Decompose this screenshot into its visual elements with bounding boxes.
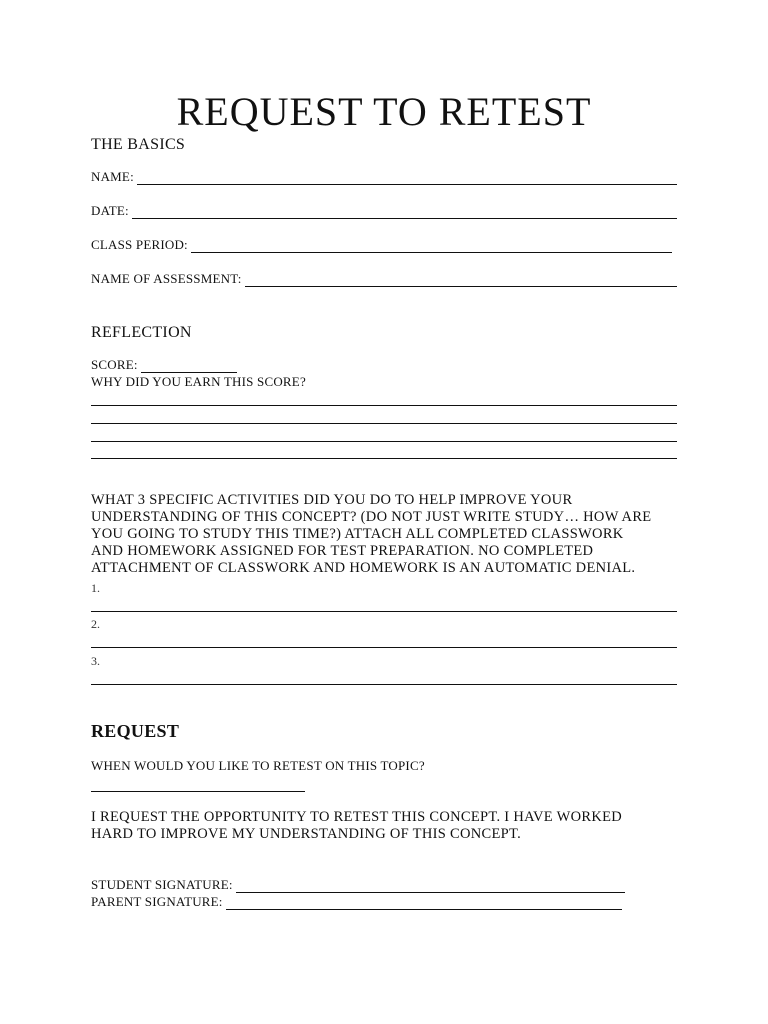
parent-signature-line[interactable] bbox=[226, 896, 622, 910]
why-answer-line-4[interactable] bbox=[91, 458, 677, 459]
activities-prompt-line: YOU GOING TO STUDY THIS TIME?) ATTACH ALL COMPLETED CLASSWORK bbox=[91, 526, 624, 542]
date-field[interactable] bbox=[91, 203, 677, 219]
activities-prompt-line: UNDERSTANDING OF THIS CONCEPT? (DO NOT JUST WRITE STUDY… HOW ARE bbox=[91, 509, 652, 525]
retest-date-answer-line[interactable] bbox=[91, 791, 305, 792]
activity-number-2: 2. bbox=[91, 617, 100, 631]
activity-answer-line-3[interactable] bbox=[91, 684, 677, 685]
why-answer-line-3[interactable] bbox=[91, 441, 677, 442]
student-signature-label: STUDENT SIGNATURE: bbox=[91, 877, 233, 892]
activities-prompt-line: WHAT 3 SPECIFIC ACTIVITIES DID YOU DO TO HELP IMPROVE YOUR bbox=[91, 492, 573, 508]
why-score-question: WHY DID YOU EARN THIS SCORE? bbox=[91, 374, 306, 389]
assessment-name-label: NAME OF ASSESSMENT: bbox=[91, 271, 242, 286]
name-input-line[interactable] bbox=[137, 171, 677, 185]
score-input-line[interactable] bbox=[141, 359, 237, 373]
parent-signature-label: PARENT SIGNATURE: bbox=[91, 894, 223, 909]
class-period-field[interactable] bbox=[91, 237, 672, 253]
retest-date-question: WHEN WOULD YOU LIKE TO RETEST ON THIS TOPIC? bbox=[91, 758, 425, 773]
score-field[interactable] bbox=[91, 357, 237, 373]
name-field[interactable] bbox=[91, 169, 677, 185]
activities-prompt bbox=[91, 492, 691, 577]
activity-number-1: 1. bbox=[91, 581, 100, 595]
why-answer-line-2[interactable] bbox=[91, 423, 677, 424]
activity-answer-line-1[interactable] bbox=[91, 611, 677, 612]
activity-answer-line-2[interactable] bbox=[91, 647, 677, 648]
request-heading: REQUEST bbox=[91, 721, 180, 741]
activities-prompt-line: AND HOMEWORK ASSIGNED FOR TEST PREPARATION. NO COMPLETED bbox=[91, 543, 594, 559]
student-signature-field[interactable] bbox=[91, 877, 625, 893]
page-title: REQUEST TO RETEST bbox=[176, 89, 592, 134]
activities-prompt-line: ATTACHMENT OF CLASSWORK AND HOMEWORK IS AN AUTOMATIC DENIAL. bbox=[91, 560, 636, 576]
date-input-line[interactable] bbox=[132, 205, 677, 219]
request-statement bbox=[91, 809, 691, 843]
activity-number-3: 3. bbox=[91, 654, 100, 668]
assessment-name-field[interactable] bbox=[91, 271, 677, 287]
score-label: SCORE: bbox=[91, 357, 138, 372]
date-label: DATE: bbox=[91, 203, 129, 218]
class-period-input-line[interactable] bbox=[191, 239, 672, 253]
why-answer-line-1[interactable] bbox=[91, 405, 677, 406]
request-statement-line: HARD TO IMPROVE MY UNDERSTANDING OF THIS CONCEPT. bbox=[91, 826, 522, 842]
assessment-name-input-line[interactable] bbox=[245, 273, 677, 287]
request-statement-line: I REQUEST THE OPPORTUNITY TO RETEST THIS CONCEPT. I HAVE WORKED bbox=[91, 809, 623, 825]
student-signature-line[interactable] bbox=[236, 879, 625, 893]
basics-heading: THE BASICS bbox=[91, 136, 186, 153]
name-label: NAME: bbox=[91, 169, 134, 184]
reflection-heading: REFLECTION bbox=[91, 324, 192, 341]
parent-signature-field[interactable] bbox=[91, 894, 622, 910]
class-period-label: CLASS PERIOD: bbox=[91, 237, 188, 252]
